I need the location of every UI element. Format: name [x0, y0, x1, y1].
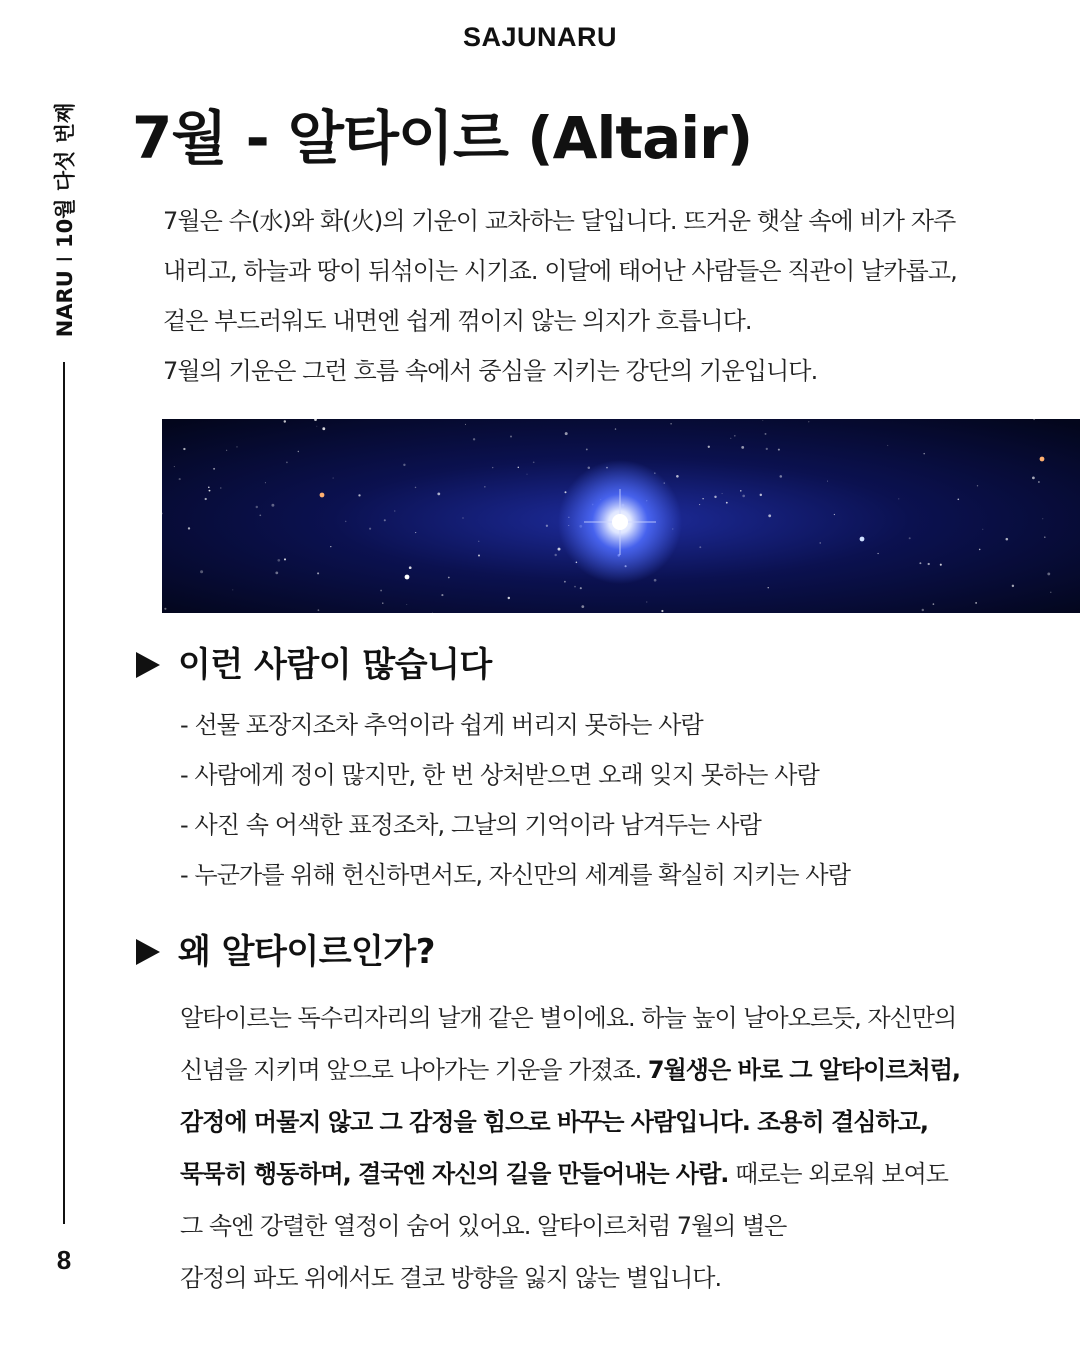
why-altair-paragraph — [180, 992, 1060, 1304]
background-star — [380, 590, 382, 592]
background-star — [265, 482, 266, 483]
background-star — [318, 609, 320, 611]
background-star — [940, 564, 942, 566]
paragraph-line: 감정의 파도 위에서도 결코 방향을 잃지 않는 별입니다. — [180, 1264, 722, 1292]
background-star — [369, 528, 371, 530]
background-star — [164, 608, 166, 610]
section-heading-people — [136, 642, 492, 688]
background-star — [898, 498, 899, 499]
background-star — [259, 514, 261, 516]
background-star — [226, 450, 227, 451]
bright-star — [1040, 457, 1045, 462]
series-name: NARU — [53, 270, 77, 338]
background-star — [441, 594, 443, 596]
background-star — [877, 553, 878, 554]
background-star — [834, 514, 835, 515]
background-star — [284, 420, 286, 422]
background-star — [277, 559, 280, 562]
section-heading-why-altair — [136, 929, 435, 975]
background-star — [322, 427, 325, 430]
background-star — [580, 587, 582, 589]
background-star — [213, 468, 215, 470]
background-star — [316, 426, 317, 427]
intro-line: 7월은 수(水)와 화(火)의 기운이 교차하는 달입니다. 뜨거운 햇살 속에 비가 자주 — [163, 207, 956, 235]
background-star — [394, 511, 395, 512]
background-star — [699, 504, 700, 505]
paragraph-text: 때로는 외로워 보여도 — [735, 1160, 948, 1188]
background-star — [574, 586, 576, 588]
background-star — [448, 577, 450, 579]
paragraph-line: 그 속엔 강렬한 열정이 숨어 있어요. 알타이르처럼 7월의 별은 — [180, 1212, 787, 1240]
background-star — [977, 485, 978, 486]
bright-star — [320, 493, 325, 498]
paragraph-text: 신념을 지키며 앞으로 나아가는 기운을 가졌죠. — [180, 1056, 642, 1084]
issue-number: 10월 다섯 번째 — [53, 102, 77, 249]
background-star — [358, 494, 360, 496]
background-star — [957, 498, 959, 500]
background-star — [766, 448, 768, 450]
emphasis-text: 7월생은 바로 그 알타이르처럼, — [647, 1056, 961, 1084]
separator: I — [53, 256, 77, 263]
list-item: - 선물 포장지조차 추억이라 쉽게 버리지 못하는 사람 — [180, 711, 703, 739]
background-star — [510, 436, 512, 438]
paragraph-line — [180, 1044, 1060, 1096]
background-star — [286, 462, 288, 464]
background-star — [533, 461, 535, 463]
background-star — [699, 546, 701, 548]
background-star — [646, 602, 647, 603]
background-star — [465, 424, 466, 425]
background-star — [415, 487, 417, 489]
background-star — [654, 579, 657, 582]
background-star — [256, 506, 258, 508]
brand-name: SAJUNARU — [462, 22, 618, 52]
background-star — [1006, 538, 1009, 541]
background-star — [982, 529, 983, 530]
background-star — [403, 464, 405, 466]
background-star — [661, 610, 663, 612]
background-star — [463, 518, 464, 519]
background-star — [741, 446, 744, 449]
list-item: - 사진 속 어색한 표정조차, 그날의 기억이라 남겨두는 사람 — [180, 811, 761, 839]
emphasis-text: 묵묵히 행동하며, 결국엔 자신의 길을 만들어내는 사람. — [180, 1160, 729, 1188]
intro-line: 겉은 부드러워도 내면엔 쉽게 꺾이지 않는 의지가 흐릅니다. — [163, 307, 752, 335]
background-star — [437, 493, 440, 496]
background-star — [382, 602, 383, 603]
background-star — [975, 602, 977, 604]
background-star — [415, 532, 416, 533]
background-star — [232, 589, 233, 590]
list-item: - 사람에게 정이 많지만, 한 번 상처받으면 오래 잊지 못하는 사람 — [180, 761, 819, 789]
altair-star-image — [162, 419, 1080, 613]
triangle-bullet-icon — [136, 939, 160, 965]
background-star — [778, 449, 780, 451]
background-star — [670, 423, 672, 425]
background-star — [979, 549, 981, 551]
traits-list — [180, 700, 850, 900]
background-star — [179, 478, 181, 480]
background-star — [271, 504, 274, 507]
background-star — [558, 548, 561, 551]
emphasis-text: 감정에 머물지 않고 그 감정을 힘으로 바꾸는 사람입니다. 조용히 결심하고, — [180, 1108, 928, 1136]
paragraph-line — [180, 1148, 1060, 1200]
issue-label — [49, 103, 79, 338]
background-star — [478, 541, 479, 542]
paragraph-line: 알타이르는 독수리자리의 날개 같은 별이에요. 하늘 높이 날아오르듯, 자신만의 — [180, 1004, 957, 1032]
background-star — [722, 493, 723, 494]
background-star — [406, 604, 407, 605]
background-star — [1042, 518, 1043, 519]
background-star — [565, 432, 568, 435]
background-star — [564, 581, 566, 583]
background-star — [518, 467, 519, 468]
intro-line: 7월의 기운은 그런 흐름 속에서 중심을 지키는 강단의 기운입니다. — [163, 357, 818, 385]
background-star — [1047, 572, 1050, 575]
background-star — [284, 558, 286, 560]
background-star — [928, 563, 930, 565]
background-star — [714, 496, 716, 498]
background-star — [174, 466, 175, 467]
background-star — [581, 605, 584, 608]
background-star — [760, 494, 762, 496]
background-star — [492, 467, 493, 468]
background-star — [734, 435, 736, 437]
background-star — [330, 546, 331, 547]
background-star — [209, 490, 211, 492]
bright-star — [405, 575, 410, 580]
bright-star — [860, 537, 865, 542]
background-star — [1044, 536, 1046, 538]
triangle-bullet-icon — [136, 652, 160, 678]
background-star — [554, 554, 556, 556]
background-star — [1012, 585, 1014, 587]
list-item: - 누군가를 위해 헌신하면서도, 자신만의 세계를 확실히 지키는 사람 — [180, 861, 850, 889]
page-title: 7월 - 알타이르 (Altair) — [132, 104, 753, 172]
background-star — [546, 525, 548, 527]
background-star — [1050, 592, 1051, 593]
background-star — [923, 453, 925, 455]
background-star — [740, 490, 741, 491]
background-star — [478, 554, 480, 556]
background-star — [742, 495, 745, 498]
background-star — [726, 502, 728, 504]
background-star — [473, 438, 475, 440]
background-star — [933, 603, 935, 605]
background-star — [200, 570, 203, 573]
paragraph-line — [180, 1096, 1060, 1148]
altair-core — [612, 514, 628, 530]
background-star — [1038, 481, 1040, 483]
background-star — [384, 519, 386, 521]
background-star — [484, 486, 485, 487]
background-star — [730, 438, 731, 439]
background-star — [1032, 477, 1035, 480]
background-star — [702, 498, 703, 499]
background-star — [220, 487, 221, 488]
intro-line: 내리고, 하늘과 땅이 뒤섞이는 시기죠. 이달에 태어난 사람들은 직관이 날카롭고, — [163, 257, 957, 285]
background-star — [780, 475, 783, 478]
background-star — [205, 498, 207, 500]
page-number: 8 — [56, 1245, 72, 1275]
background-star — [768, 514, 771, 517]
background-star — [768, 587, 769, 588]
section-heading-text: 왜 알타이르인가? — [178, 932, 435, 972]
background-star — [708, 446, 710, 448]
background-star — [887, 445, 888, 446]
background-star — [236, 446, 237, 447]
background-star — [808, 421, 809, 422]
background-star — [762, 420, 763, 421]
intro-paragraph — [163, 196, 1053, 396]
background-star — [409, 566, 412, 569]
background-star — [676, 475, 679, 478]
background-star — [333, 478, 334, 479]
background-star — [183, 448, 185, 450]
background-star — [188, 527, 190, 529]
background-star — [317, 572, 319, 574]
background-star — [922, 609, 924, 611]
background-star — [345, 521, 347, 523]
background-star — [298, 451, 299, 452]
background-star — [615, 428, 616, 429]
background-star — [827, 481, 828, 482]
background-star — [527, 474, 528, 475]
section-heading-text: 이런 사람이 많습니다 — [178, 645, 492, 685]
side-rule — [63, 362, 65, 1224]
background-star — [820, 542, 821, 543]
background-star — [508, 597, 510, 599]
background-star — [208, 487, 210, 489]
background-star — [275, 572, 278, 575]
background-star — [586, 448, 588, 450]
background-star — [765, 433, 767, 435]
background-star — [909, 537, 911, 539]
background-star — [919, 562, 921, 564]
